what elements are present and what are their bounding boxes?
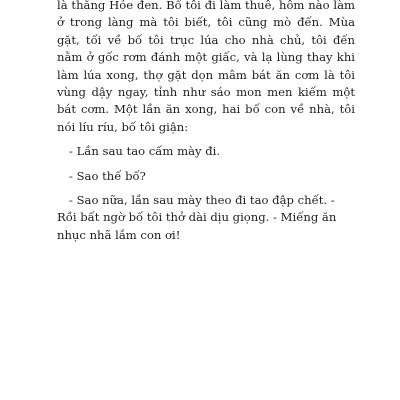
narrative-paragraph: là thằng Hỏe đen. Bố tôi đi làm thuê, hôm nào làm ở trong làng mà tôi biết, tôi cũng mò đến. Mùa gặt, tối về bố tôi trục lúa cho nhà chủ, tôi đến nằm ở gốc rơm đánh một giấc, và lạ lùng thay khi làm lúa xong, thợ gặt dọn mâm bát ăn cơm là tôi vùng dậy ngay, tỉnh như sáo mon men kiếm một bát cơm. Một lần ăn xong, hai bố con về nhà, tôi nói líu ríu, bố tôi giận:: [57, 0, 355, 134]
dialogue-line-2: - Sao thế bố?: [69, 168, 146, 183]
dialogue-line-3: - Sao nữa, lần sau mày theo đi tao đập chết. - Rồi bất ngờ bố tôi thở dài dịu giọng. - Miếng ăn nhục nhã lắm con ơi!: [57, 193, 337, 242]
dialogue-line-1: - Lần sau tao cấm mày đi.: [69, 144, 221, 159]
body-text: [57, 0, 355, 244]
